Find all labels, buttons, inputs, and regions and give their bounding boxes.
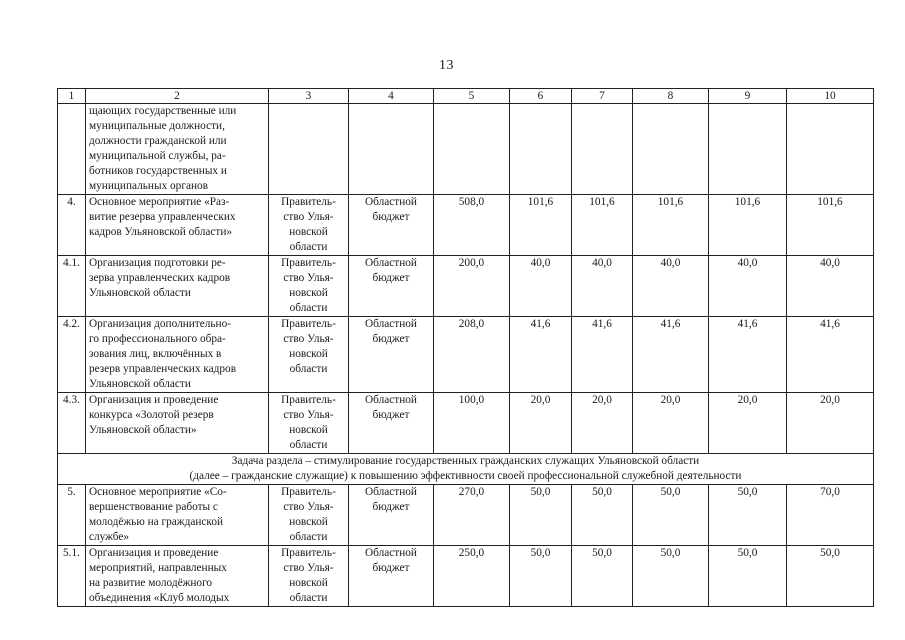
item-number: 5.1. bbox=[58, 546, 86, 607]
yearly-amount: 40,0 bbox=[510, 256, 572, 317]
executor bbox=[269, 104, 349, 195]
text-line: щающих государственные или bbox=[89, 105, 237, 117]
column-number-row bbox=[58, 89, 874, 104]
column-number: 10 bbox=[787, 89, 874, 104]
executor bbox=[269, 256, 349, 317]
text-line: области bbox=[289, 592, 328, 604]
table-row bbox=[58, 393, 874, 454]
section-heading-row bbox=[58, 454, 874, 485]
text-line: ство Улья- bbox=[283, 501, 334, 513]
executor bbox=[269, 393, 349, 454]
text-line: Правитель- bbox=[281, 196, 336, 208]
column-number: 5 bbox=[434, 89, 510, 104]
text-line: новской bbox=[289, 516, 328, 528]
column-number: 4 bbox=[349, 89, 434, 104]
text-line: объединения «Клуб молодых bbox=[89, 592, 230, 604]
yearly-amount: 101,6 bbox=[510, 195, 572, 256]
yearly-amount bbox=[510, 104, 572, 195]
text-line: бюджет bbox=[372, 409, 410, 421]
text-line: Областной bbox=[365, 547, 417, 559]
text-line: области bbox=[289, 241, 328, 253]
text-line: области bbox=[289, 302, 328, 314]
yearly-amount: 101,6 bbox=[709, 195, 787, 256]
item-description bbox=[86, 195, 269, 256]
text-line: го профессионального обра- bbox=[89, 333, 226, 345]
yearly-amount: 41,6 bbox=[633, 317, 709, 393]
yearly-amount bbox=[633, 104, 709, 195]
yearly-amount: 40,0 bbox=[709, 256, 787, 317]
text-line: новской bbox=[289, 577, 328, 589]
text-line: новской bbox=[289, 424, 328, 436]
text-line: Организация подготовки ре- bbox=[89, 257, 226, 269]
text-line: Организация и проведение bbox=[89, 547, 219, 559]
text-line: новской bbox=[289, 287, 328, 299]
yearly-amount: 41,6 bbox=[709, 317, 787, 393]
text-line: зерва управленческих кадров bbox=[89, 272, 231, 284]
text-line: области bbox=[289, 531, 328, 543]
yearly-amount: 20,0 bbox=[709, 393, 787, 454]
text-line: молодёжью на гражданской bbox=[89, 516, 224, 528]
table-row bbox=[58, 195, 874, 256]
text-line: бюджет bbox=[372, 272, 410, 284]
executor bbox=[269, 195, 349, 256]
funding-source bbox=[349, 104, 434, 195]
text-line: ство Улья- bbox=[283, 562, 334, 574]
yearly-amount: 20,0 bbox=[787, 393, 874, 454]
funding-source bbox=[349, 317, 434, 393]
item-number: 4. bbox=[58, 195, 86, 256]
item-number: 5. bbox=[58, 485, 86, 546]
text-line: Правитель- bbox=[281, 318, 336, 330]
yearly-amount bbox=[709, 104, 787, 195]
text-line: Основное мероприятие «Со- bbox=[89, 486, 227, 498]
table-row bbox=[58, 256, 874, 317]
text-line: ство Улья- bbox=[283, 333, 334, 345]
yearly-amount: 50,0 bbox=[572, 546, 633, 607]
table-row bbox=[58, 546, 874, 607]
page-number: 13 bbox=[439, 58, 454, 73]
yearly-amount: 40,0 bbox=[633, 256, 709, 317]
item-description bbox=[86, 485, 269, 546]
table-row bbox=[58, 485, 874, 546]
total-amount: 250,0 bbox=[434, 546, 510, 607]
text-line: Ульяновской области bbox=[89, 378, 191, 390]
item-number: 4.3. bbox=[58, 393, 86, 454]
column-number: 6 bbox=[510, 89, 572, 104]
text-line: Организация дополнительно- bbox=[89, 318, 231, 330]
item-description bbox=[86, 256, 269, 317]
text-line: мероприятий, направленных bbox=[89, 562, 227, 574]
column-number: 8 bbox=[633, 89, 709, 104]
yearly-amount: 20,0 bbox=[510, 393, 572, 454]
yearly-amount: 41,6 bbox=[572, 317, 633, 393]
text-line: Областной bbox=[365, 196, 417, 208]
table-row bbox=[58, 317, 874, 393]
total-amount: 270,0 bbox=[434, 485, 510, 546]
funding-source bbox=[349, 393, 434, 454]
text-line: Правитель- bbox=[281, 257, 336, 269]
text-line: новской bbox=[289, 226, 328, 238]
total-amount: 100,0 bbox=[434, 393, 510, 454]
yearly-amount: 101,6 bbox=[572, 195, 633, 256]
text-line: бюджет bbox=[372, 333, 410, 345]
text-line: Областной bbox=[365, 486, 417, 498]
text-line: ство Улья- bbox=[283, 211, 334, 223]
text-line: Областной bbox=[365, 318, 417, 330]
text-line: витие резерва управленческих bbox=[89, 211, 236, 223]
total-amount: 208,0 bbox=[434, 317, 510, 393]
yearly-amount: 40,0 bbox=[787, 256, 874, 317]
text-line: бюджет bbox=[372, 562, 410, 574]
yearly-amount: 50,0 bbox=[510, 485, 572, 546]
item-number: 4.1. bbox=[58, 256, 86, 317]
yearly-amount: 41,6 bbox=[787, 317, 874, 393]
yearly-amount: 20,0 bbox=[572, 393, 633, 454]
text-line: на развитие молодёжного bbox=[89, 577, 213, 589]
item-description bbox=[86, 393, 269, 454]
text-line: Областной bbox=[365, 257, 417, 269]
yearly-amount bbox=[787, 104, 874, 195]
item-number bbox=[58, 104, 86, 195]
text-line: ство Улья- bbox=[283, 409, 334, 421]
text-line: конкурса «Золотой резерв bbox=[89, 409, 214, 421]
text-line: бюджет bbox=[372, 211, 410, 223]
item-description bbox=[86, 546, 269, 607]
yearly-amount: 101,6 bbox=[787, 195, 874, 256]
text-line: Задача раздела – стимулирование государственных гражданских служащих Ульяновской области bbox=[231, 455, 700, 467]
funding-source bbox=[349, 256, 434, 317]
text-line: Организация и проведение bbox=[89, 394, 219, 406]
funding-source bbox=[349, 195, 434, 256]
text-line: должности гражданской или bbox=[89, 135, 227, 147]
yearly-amount: 50,0 bbox=[633, 546, 709, 607]
total-amount: 200,0 bbox=[434, 256, 510, 317]
text-line: муниципальной службы, ра- bbox=[89, 150, 226, 162]
total-amount: 508,0 bbox=[434, 195, 510, 256]
text-line: Правитель- bbox=[281, 394, 336, 406]
text-line: муниципальных органов bbox=[89, 180, 209, 192]
text-line: вершенствование работы с bbox=[89, 501, 218, 513]
column-number: 3 bbox=[269, 89, 349, 104]
text-line: кадров Ульяновской области» bbox=[89, 226, 233, 238]
text-line: Областной bbox=[365, 394, 417, 406]
text-line: бюджет bbox=[372, 501, 410, 513]
executor bbox=[269, 546, 349, 607]
text-line: Ульяновской области» bbox=[89, 424, 197, 436]
item-description bbox=[86, 317, 269, 393]
column-number: 1 bbox=[58, 89, 86, 104]
table-row bbox=[58, 104, 874, 195]
text-line: Ульяновской области bbox=[89, 287, 191, 299]
item-description bbox=[86, 104, 269, 195]
text-line: ство Улья- bbox=[283, 272, 334, 284]
text-line: ботников государственных и bbox=[89, 165, 227, 177]
text-line: резерв управленческих кадров bbox=[89, 363, 237, 375]
budget-table bbox=[57, 88, 874, 607]
column-number: 2 bbox=[86, 89, 269, 104]
item-number: 4.2. bbox=[58, 317, 86, 393]
yearly-amount: 20,0 bbox=[633, 393, 709, 454]
text-line: муниципальные должности, bbox=[89, 120, 225, 132]
text-line: новской bbox=[289, 348, 328, 360]
executor bbox=[269, 485, 349, 546]
yearly-amount: 50,0 bbox=[633, 485, 709, 546]
funding-source bbox=[349, 485, 434, 546]
yearly-amount: 50,0 bbox=[572, 485, 633, 546]
text-line: зования лиц, включённых в bbox=[89, 348, 222, 360]
yearly-amount: 41,6 bbox=[510, 317, 572, 393]
text-line: Основное мероприятие «Раз- bbox=[89, 196, 230, 208]
text-line: (далее – гражданские служащие) к повышению эффективности своей профессиональной служебной деятельности bbox=[189, 470, 742, 482]
column-number: 7 bbox=[572, 89, 633, 104]
text-line: Правитель- bbox=[281, 486, 336, 498]
yearly-amount: 70,0 bbox=[787, 485, 874, 546]
executor bbox=[269, 317, 349, 393]
yearly-amount: 50,0 bbox=[709, 546, 787, 607]
yearly-amount: 50,0 bbox=[787, 546, 874, 607]
yearly-amount: 50,0 bbox=[510, 546, 572, 607]
yearly-amount: 50,0 bbox=[709, 485, 787, 546]
column-number: 9 bbox=[709, 89, 787, 104]
text-line: области bbox=[289, 439, 328, 451]
text-line: службе» bbox=[89, 531, 130, 543]
text-line: Правитель- bbox=[281, 547, 336, 559]
yearly-amount bbox=[572, 104, 633, 195]
yearly-amount: 40,0 bbox=[572, 256, 633, 317]
yearly-amount: 101,6 bbox=[633, 195, 709, 256]
section-heading bbox=[58, 454, 874, 485]
total-amount bbox=[434, 104, 510, 195]
text-line: области bbox=[289, 363, 328, 375]
funding-source bbox=[349, 546, 434, 607]
